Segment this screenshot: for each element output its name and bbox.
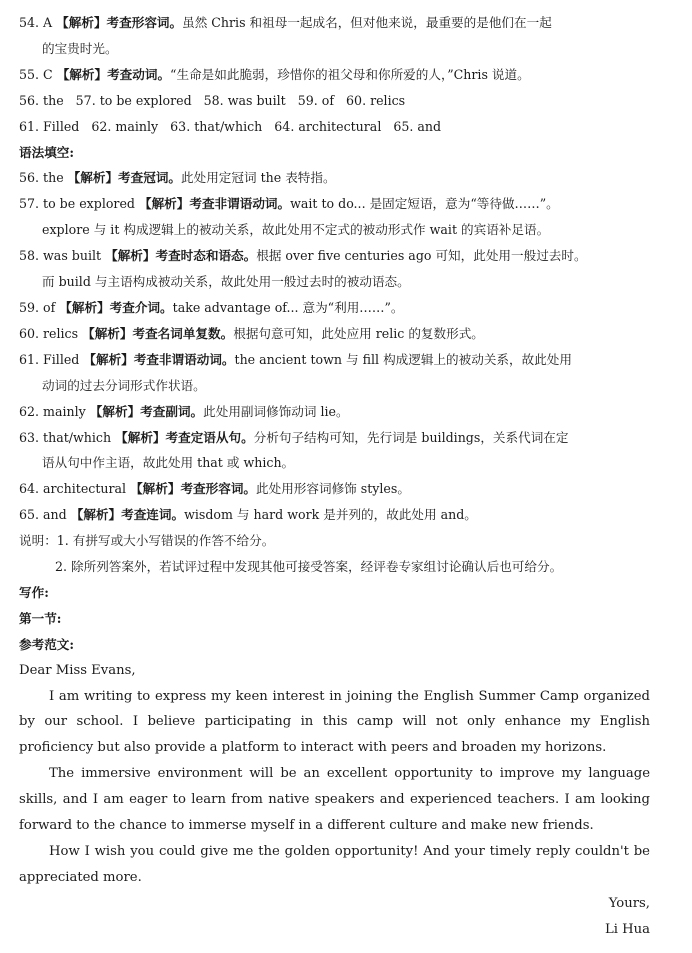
answer-row-56-60: 56. the 57. to be explored 58. was built 59. of 60. relics [19,92,406,108]
answer-55: 55. C 【解析】考查动词。“生命是如此脆弱，珍惜你的祖父母和你所爱的人，”Chris 说道。 [19,66,530,82]
grammar-heading: 语法填空: [19,144,75,160]
grammar-item-58: 58. was built 【解析】考查时态和语态。根据 over five centuries ago 可知，此处用一般过去时。 [19,248,587,264]
answer-54-continued: 的宝贵时光。 [42,40,118,56]
grammar-item-65: 65. and 【解析】考查连词。wisdom 与 hard work 是并列的，故此处用 and。 [19,507,477,523]
sample-essay-heading: 参考范文: [19,636,75,652]
grammar-item-61-continued: 动词的过去分词形式作状语。 [42,377,206,393]
grammar-item-57: 57. to be explored 【解析】考查非谓语动词。wait to do... 是固定短语，意为“等待做……”。 [19,196,559,212]
note-2: 2. 除所列答案外，若试评过程中发现其他可接受答案，经评卷专家组讨论确认后也可给分。 [55,559,563,575]
grammar-item-61: 61. Filled 【解析】考查非谓语动词。the ancient town 与 fill 构成逻辑上的被动关系，故此处用 [19,351,572,367]
grammar-item-58-continued: 而 build 与主语构成被动关系，故此处用一般过去时的被动语态。 [42,274,410,290]
letter-paragraph-1: I am writing to express my keen interest in joining the English Summer Camp organized by our school. I believe participating in this camp will not only enhance my English proficiency but also provide a platform to interact with peers and broaden my horizons. [19,688,650,756]
letter-paragraph-3: How I wish you could give me the golden opportunity! And your timely reply couldn't be appreciated more. [19,844,650,885]
grammar-item-62: 62. mainly 【解析】考查副词。此处用副词修饰动词 lie。 [19,403,349,419]
letter-closing: Yours, [608,895,650,911]
grammar-item-57-continued: explore 与 it 构成逻辑上的被动关系，故此处用不定式的被动形式作 wait 的宾语补足语。 [42,222,550,238]
writing-heading: 写作: [19,584,49,600]
section-heading: 第一节: [19,610,62,626]
analysis-tag: 【解析】考查形容词。 [56,15,183,30]
grammar-item-56: 56. the 【解析】考查冠词。此处用定冠词 the 表特指。 [19,170,336,186]
grammar-item-64: 64. architectural 【解析】考查形容词。此处用形容词修饰 styles。 [19,481,410,497]
grammar-item-59: 59. of 【解析】考查介词。take advantage of... 意为“利用……”。 [19,299,404,315]
letter-signature: Li Hua [604,921,650,937]
letter-salutation: Dear Miss Evans, [19,662,136,678]
grammar-item-63: 63. that/which 【解析】考查定语从句。分析句子结构可知，先行词是 buildings，关系代词在定 [19,429,569,445]
answer-row-61-65: 61. Filled 62. mainly 63. that/which 64. architectural 65. and [19,118,442,134]
note-1: 说明：1. 有拼写或大小写错误的作答不给分。 [19,533,275,549]
letter-paragraph-2: The immersive environment will be an excellent opportunity to improve my language skills, and I am eager to learn from native speakers and experienced teachers. I am looking forward to the chance to immerse myself in a different culture and make new friends. [19,766,650,834]
answer-54: 54. A 【解析】考查形容词。虽然 Chris 和祖母一起成名，但对他来说，最重要的是他们在一起 [19,15,552,30]
grammar-item-63-continued: 语从句中作主语，故此处用 that 或 which。 [42,455,295,471]
analysis-tag: 【解析】考查动词。 [56,66,171,82]
grammar-item-60: 60. relics 【解析】考查名词单复数。根据句意可知，此处应用 relic 的复数形式。 [19,325,484,341]
